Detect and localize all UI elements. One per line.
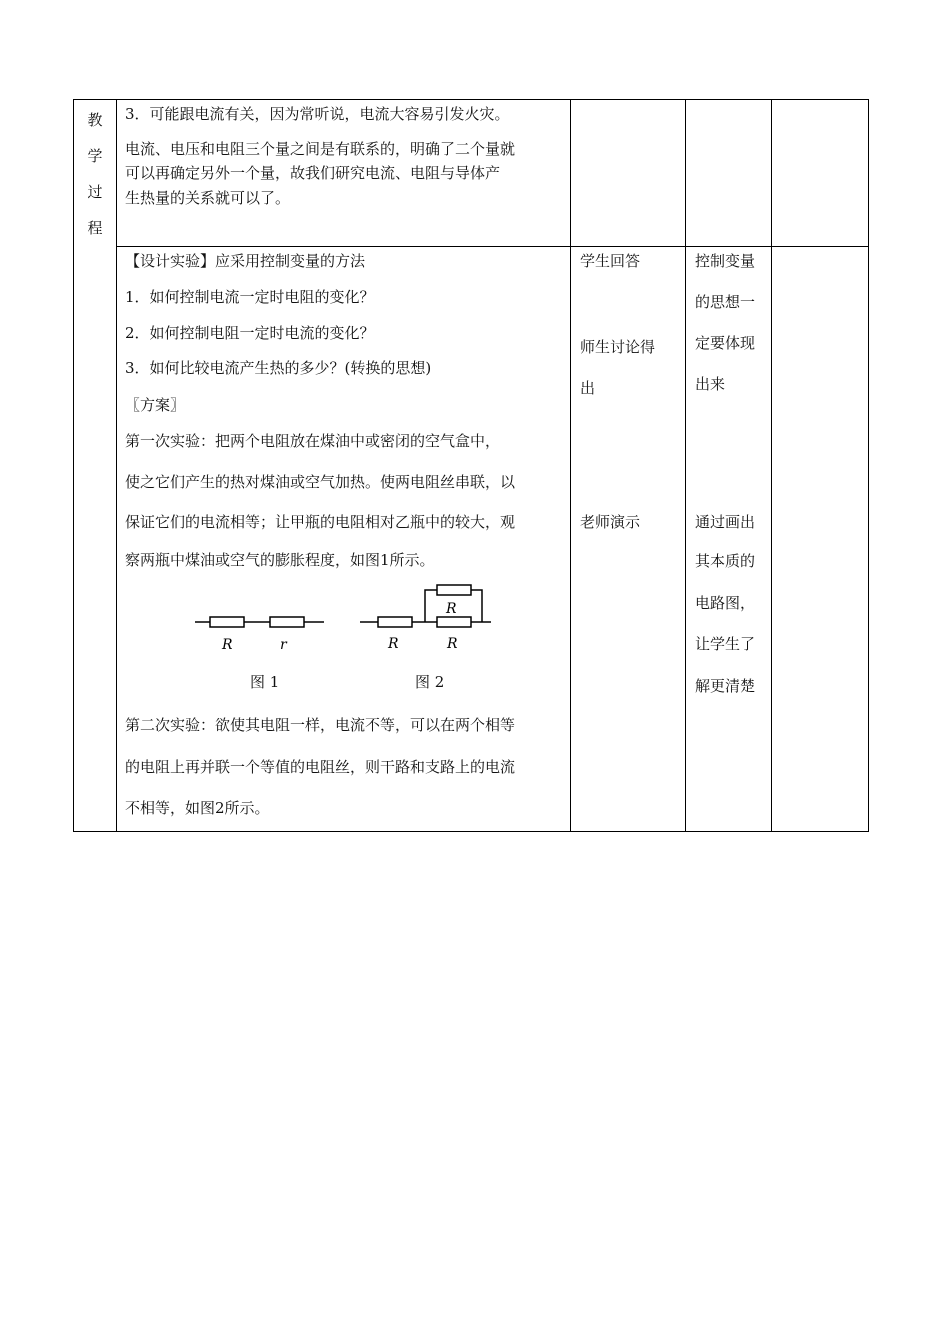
design-heading: 【设计实验】应采用控制变量的方法 (125, 252, 366, 270)
student-activity: 老师演示 (580, 513, 641, 531)
resistor-r (270, 617, 304, 627)
experiment-1-line: 使之它们产生的热对煤油或空气加热。使两电阻丝串联，以 (125, 473, 516, 491)
design-intent: 控制变量 (695, 252, 756, 270)
row1-line: 可以再确定另外一个量，故我们研究电流、电阻与导体产 (125, 164, 501, 182)
figure-2-parallel-circuit (355, 582, 500, 662)
design-intent: 其本质的 (695, 552, 756, 570)
label-R: R (222, 637, 233, 653)
design-intent: 通过画出 (695, 513, 756, 531)
experiment-1-line: 察两瓶中煤油或空气的膨胀程度，如图1所示。 (125, 551, 435, 569)
section-label-char: 学 (87, 147, 103, 165)
figure-2-caption: 图 2 (415, 673, 445, 691)
section-label (74, 102, 116, 246)
label-R: R (447, 636, 458, 652)
section-label-char: 过 (87, 183, 103, 201)
experiment-1-line: 第一次实验：把两个电阻放在煤油中或密闭的空气盒中， (125, 432, 501, 450)
row1-line: 生热量的关系就可以了。 (125, 189, 291, 207)
design-intent: 电路图， (695, 594, 756, 612)
design-intent: 让学生了 (695, 635, 756, 653)
figure-1-series-circuit (190, 600, 330, 660)
resistor-R (210, 617, 244, 627)
resistor-R (378, 617, 412, 627)
figure-1-caption: 图 1 (250, 673, 280, 691)
plan-heading: 〖方案〗 (125, 396, 186, 414)
col-divider-2 (570, 100, 571, 832)
label-R: R (446, 601, 457, 617)
question-1: 1．如何控制电流一定时电阻的变化？ (125, 288, 375, 306)
experiment-2-line: 的电阻上再并联一个等值的电阻丝，则干路和支路上的电流 (125, 758, 516, 776)
design-intent: 定要体现 (695, 334, 756, 352)
experiment-2-line: 第二次实验：欲使其电阻一样，电流不等，可以在两个相等 (125, 716, 516, 734)
resistor-R-branch (437, 617, 471, 627)
design-intent: 的思想一 (695, 293, 756, 311)
student-activity: 学生回答 (580, 252, 641, 270)
row-divider (116, 246, 868, 247)
design-intent: 出来 (695, 375, 726, 393)
section-label-char: 程 (87, 219, 103, 237)
student-activity: 师生讨论得 (580, 338, 656, 356)
col-divider-3 (685, 100, 686, 832)
label-R: R (388, 636, 399, 652)
experiment-2-line: 不相等，如图2所示。 (125, 799, 270, 817)
row1-line: 3．可能跟电流有关，因为常听说，电流大容易引发火灾。 (125, 105, 510, 123)
col-divider-1 (116, 100, 117, 832)
section-label-char: 教 (87, 111, 103, 129)
resistor-R-parallel (437, 585, 471, 595)
col-divider-4 (771, 100, 772, 832)
question-3: 3．如何比较电流产生热的多少？(转换的思想) (125, 359, 432, 377)
design-intent: 解更清楚 (695, 677, 756, 695)
question-2: 2．如何控制电阻一定时电流的变化？ (125, 324, 375, 342)
row1-line: 电流、电压和电阻三个量之间是有联系的，明确了二个量就 (125, 140, 516, 158)
label-r: r (280, 637, 287, 653)
student-activity: 出 (580, 379, 596, 397)
experiment-1-line: 保证它们的电流相等；让甲瓶的电阻相对乙瓶中的较大，观 (125, 513, 516, 531)
